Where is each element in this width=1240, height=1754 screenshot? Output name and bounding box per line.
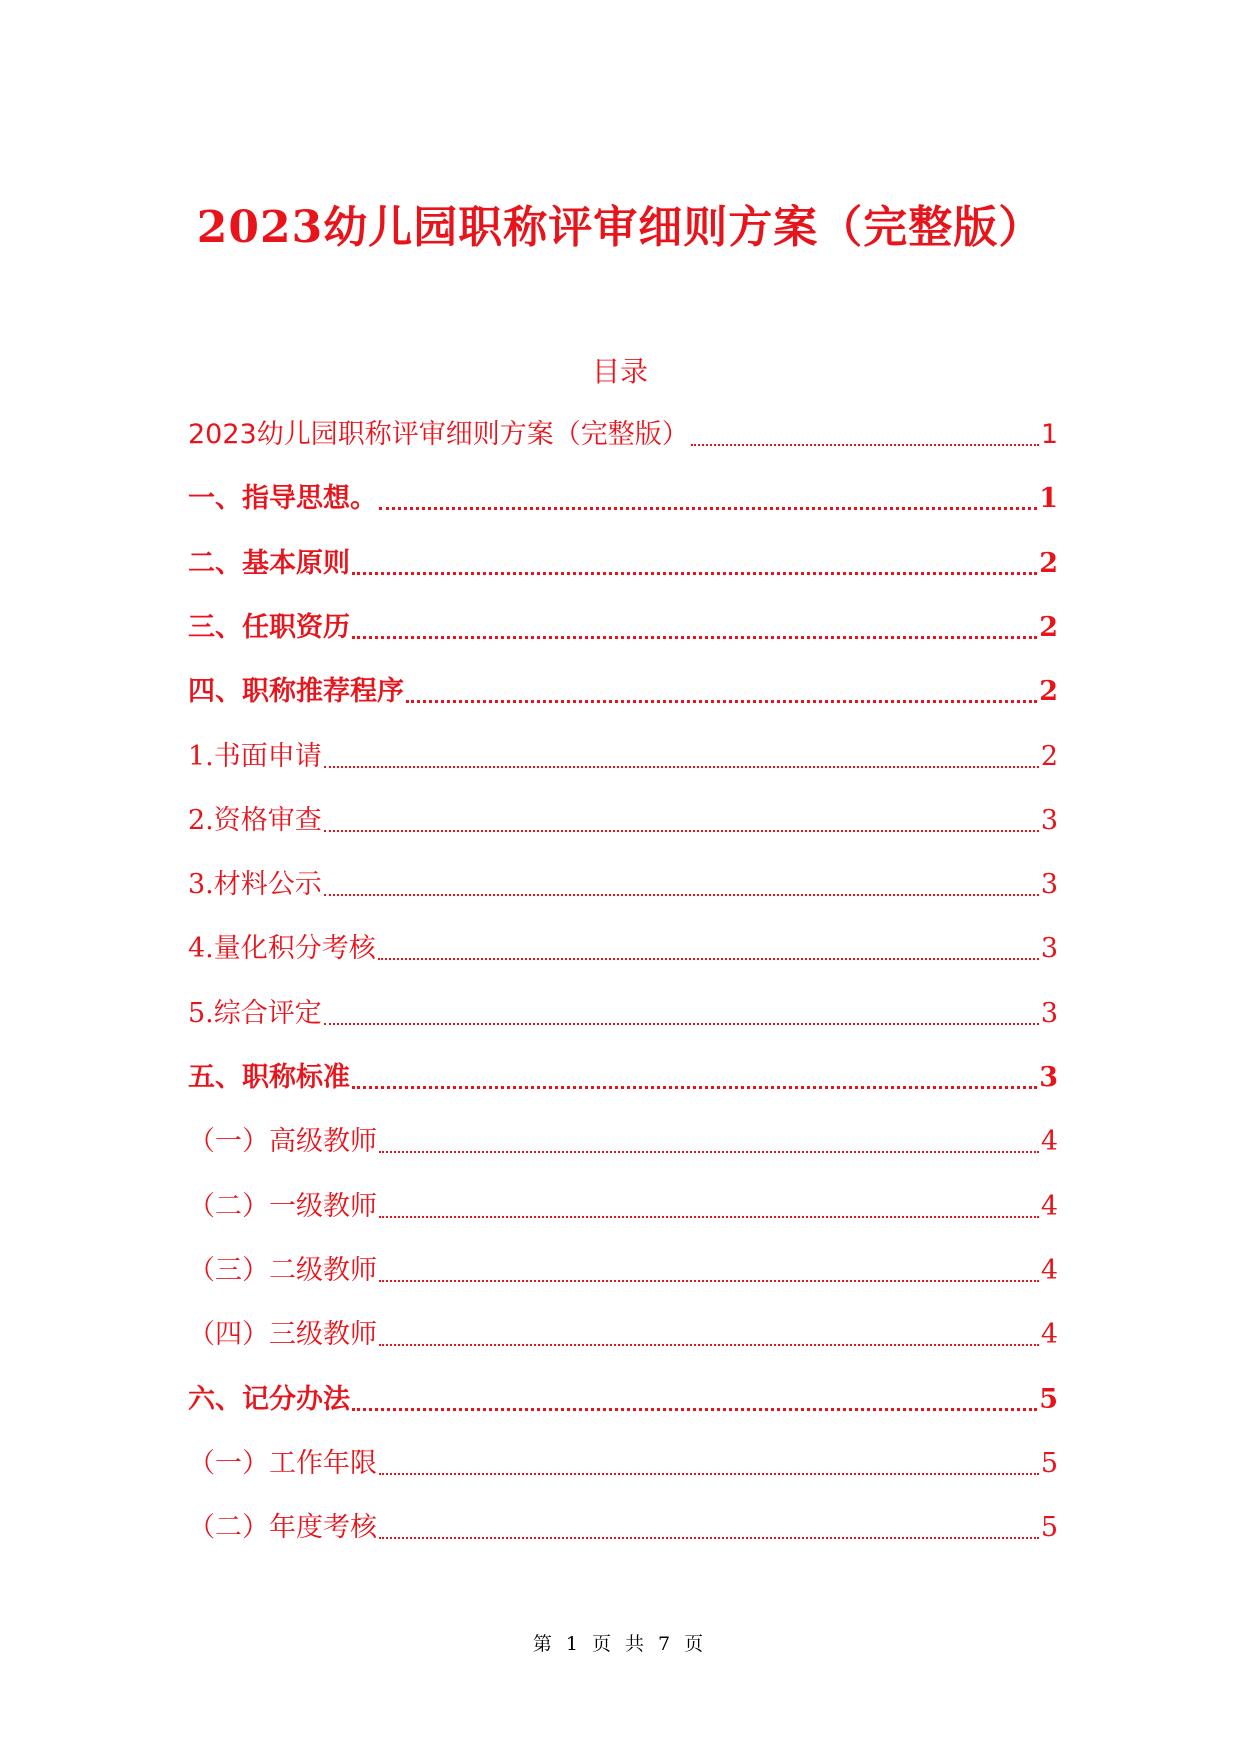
toc-entry-label: 三、任职资历 [188, 611, 350, 643]
toc-entry-label: 5.综合评定 [188, 997, 322, 1029]
toc-heading: 目录 [591, 355, 648, 388]
toc-entry[interactable] [188, 415, 1058, 455]
page-footer: 第 1 页 共 7 页 [532, 1633, 708, 1655]
toc-dot-leader [352, 1408, 1037, 1411]
toc-entry-label: （一）高级教师 [188, 1126, 377, 1158]
toc-entry-page-number: 4 [1040, 1254, 1058, 1286]
toc-entry[interactable] [188, 1444, 1058, 1484]
toc-dot-leader [379, 1473, 1039, 1475]
toc-entry-page-number: 4 [1040, 1126, 1058, 1158]
toc-dot-leader [379, 1537, 1039, 1539]
toc-dot-leader [379, 1280, 1039, 1282]
toc-entry-label: （四）三级教师 [188, 1319, 377, 1351]
toc-entry-label: 六、记分办法 [188, 1383, 350, 1415]
toc-dot-leader [378, 958, 1039, 960]
toc-entry[interactable] [188, 544, 1058, 584]
table-of-contents [188, 0, 1058, 1754]
toc-entry-label: （三）二级教师 [188, 1254, 377, 1286]
toc-dot-leader [324, 894, 1039, 896]
toc-entry[interactable] [188, 1315, 1058, 1355]
toc-dot-leader [379, 507, 1037, 510]
toc-entry[interactable] [188, 1508, 1058, 1548]
toc-entry[interactable] [188, 479, 1058, 519]
toc-entry[interactable] [188, 865, 1058, 905]
toc-dot-leader [379, 1344, 1039, 1346]
toc-entry-page-number: 4 [1040, 1190, 1058, 1222]
toc-entry-page-number: 3 [1040, 933, 1058, 965]
toc-entry-page-number: 1 [1039, 483, 1058, 515]
toc-entry-label: （二）一级教师 [188, 1190, 377, 1222]
toc-entry-page-number: 3 [1040, 804, 1058, 836]
toc-entry-label: 1.书面申请 [188, 740, 322, 772]
toc-entry[interactable] [188, 672, 1058, 712]
toc-entry-label: 二、基本原则 [188, 547, 350, 579]
toc-entry-page-number: 5 [1039, 1383, 1058, 1415]
toc-dot-leader [352, 636, 1037, 639]
toc-entry-page-number: 1 [1040, 419, 1058, 450]
toc-entry-label: 3.材料公示 [188, 869, 322, 901]
toc-entry[interactable] [188, 929, 1058, 969]
toc-entry-page-number: 2 [1039, 611, 1058, 643]
toc-entry-page-number: 3 [1040, 869, 1058, 901]
toc-entry-label: 四、职称推荐程序 [188, 676, 404, 708]
toc-entry[interactable] [188, 737, 1058, 777]
toc-entry[interactable] [188, 801, 1058, 841]
toc-entry-label: 4.量化积分考核 [188, 933, 376, 965]
toc-dot-leader [379, 1151, 1039, 1153]
toc-entry-page-number: 2 [1039, 547, 1058, 579]
toc-entry-page-number: 2 [1040, 740, 1058, 772]
toc-entry-label: （一）工作年限 [188, 1447, 377, 1479]
toc-entry-label: 一、指导思想。 [188, 483, 377, 515]
toc-entry-page-number: 3 [1040, 997, 1058, 1029]
toc-dot-leader [379, 1216, 1039, 1218]
toc-entry[interactable] [188, 994, 1058, 1034]
toc-entry-label: 2023幼儿园职称评审细则方案（完整版） [188, 419, 689, 450]
toc-entry-label: 2.资格审查 [188, 804, 322, 836]
toc-entry-label: 五、职称标准 [188, 1062, 350, 1093]
toc-dot-leader [352, 572, 1037, 575]
document-title: 2023幼儿园职称评审细则方案（完整版） [196, 202, 1044, 253]
toc-entry[interactable] [188, 1187, 1058, 1227]
toc-dot-leader [324, 830, 1039, 832]
toc-entry[interactable] [188, 1058, 1058, 1098]
toc-entry-page-number: 5 [1040, 1447, 1058, 1479]
toc-entry-page-number: 5 [1040, 1512, 1058, 1544]
toc-entry[interactable] [188, 1380, 1058, 1420]
toc-entry[interactable] [188, 1122, 1058, 1162]
toc-entry[interactable] [188, 1251, 1058, 1291]
toc-entry-label: （二）年度考核 [188, 1512, 377, 1544]
toc-entry-page-number: 3 [1039, 1062, 1058, 1093]
toc-dot-leader [324, 1023, 1039, 1025]
toc-entry[interactable] [188, 608, 1058, 648]
toc-dot-leader [691, 444, 1039, 446]
toc-dot-leader [324, 766, 1039, 768]
toc-entry-page-number: 4 [1040, 1319, 1058, 1351]
toc-dot-leader [352, 1086, 1037, 1089]
toc-dot-leader [406, 700, 1037, 703]
toc-entry-page-number: 2 [1039, 676, 1058, 708]
